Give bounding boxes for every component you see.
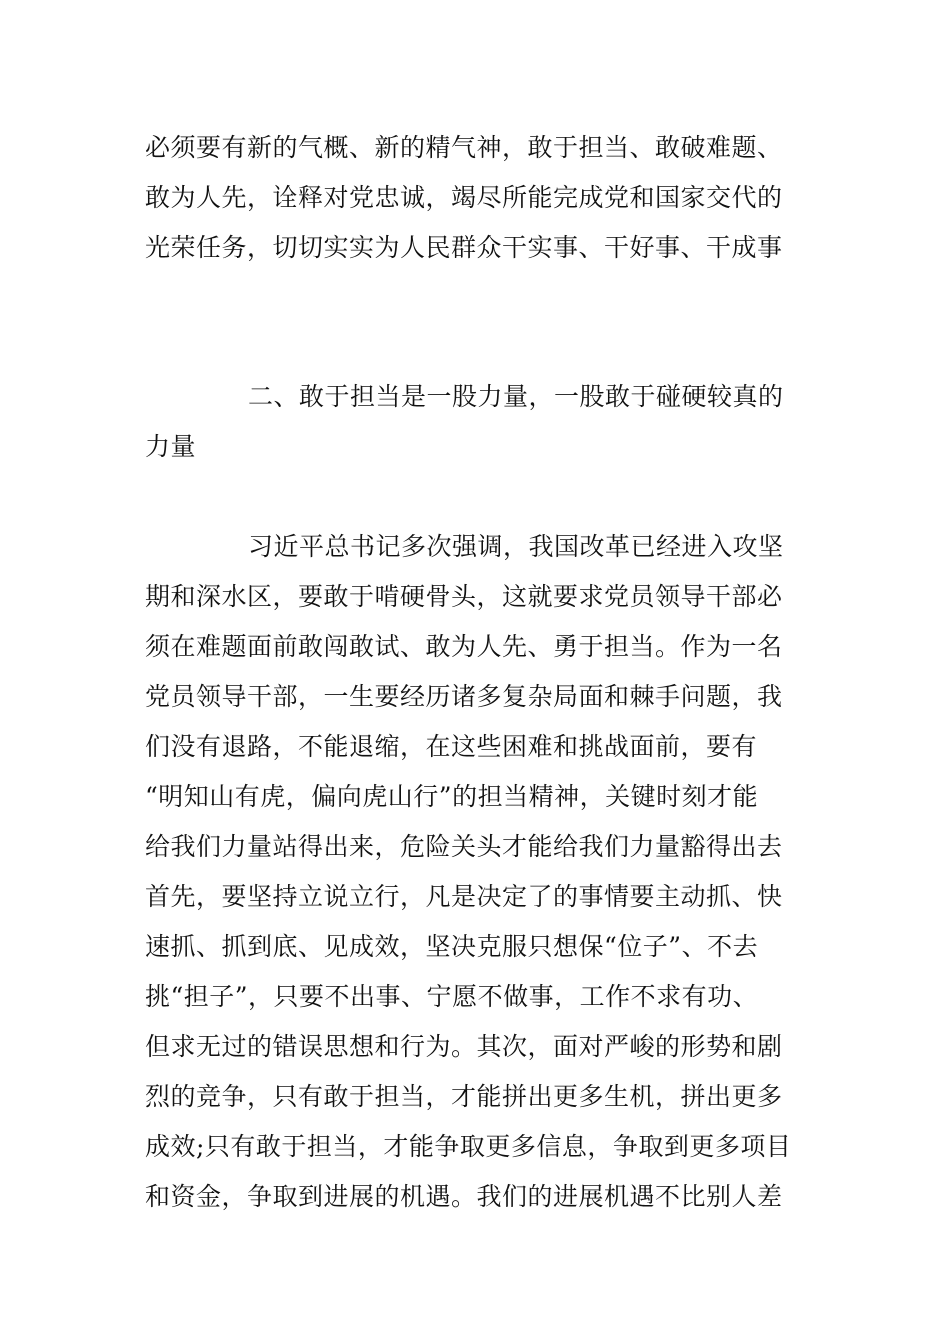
paragraph-2-line-14: 和资金，争取到进展的机遇。我们的进展机遇不比别人差	[145, 1182, 783, 1211]
paragraph-2-line-4: 党员领导干部，一生要经历诸多复杂局面和棘手问题，我	[145, 682, 783, 711]
section-heading-line-1: 二、敢于担当是一股力量，一股敢于碰硬较真的	[248, 382, 784, 411]
section-heading-line-2: 力量	[145, 432, 197, 461]
paragraph-2-line-5: 们没有退路，不能退缩，在这些困难和挑战面前，要有	[145, 732, 758, 761]
paragraph-1-line-3: 光荣任务，切切实实为人民群众干实事、干好事、干成事	[145, 233, 783, 262]
paragraph-2-line-10: 挑“担子”，只要不出事、宁愿不做事，工作不求有功、	[145, 982, 759, 1011]
paragraph-2-line-13: 成效;只有敢于担当，才能争取更多信息，争取到更多项目	[145, 1132, 792, 1161]
paragraph-2-line-2: 期和深水区，要敢于啃硬骨头，这就要求党员领导干部必	[145, 582, 783, 611]
paragraph-2-line-11: 但求无过的错误思想和行为。其次，面对严峻的形势和剧	[145, 1032, 783, 1061]
paragraph-2-line-8: 首先，要坚持立说立行，凡是决定了的事情要主动抓、快	[145, 882, 783, 911]
paragraph-2-line-6: “明知山有虎，偏向虎山行”的担当精神，关键时刻才能	[145, 782, 759, 811]
paragraph-2-line-9: 速抓、抓到底、见成效，坚决克服只想保“位子”、不去	[145, 932, 759, 961]
paragraph-1-line-2: 敢为人先，诠释对党忠诚，竭尽所能完成党和国家交代的	[145, 183, 783, 212]
paragraph-2-line-7: 给我们力量站得出来，危险关头才能给我们力量豁得出去	[145, 832, 783, 861]
paragraph-2-line-3: 须在难题面前敢闯敢试、敢为人先、勇于担当。作为一名	[145, 632, 783, 661]
paragraph-2-line-12: 烈的竞争，只有敢于担当，才能拼出更多生机，拼出更多	[145, 1082, 783, 1111]
paragraph-1-line-1: 必须要有新的气概、新的精气神，敢于担当、敢破难题、	[145, 133, 783, 162]
paragraph-2-line-1: 习近平总书记多次强调，我国改革已经进入攻坚	[248, 532, 784, 561]
